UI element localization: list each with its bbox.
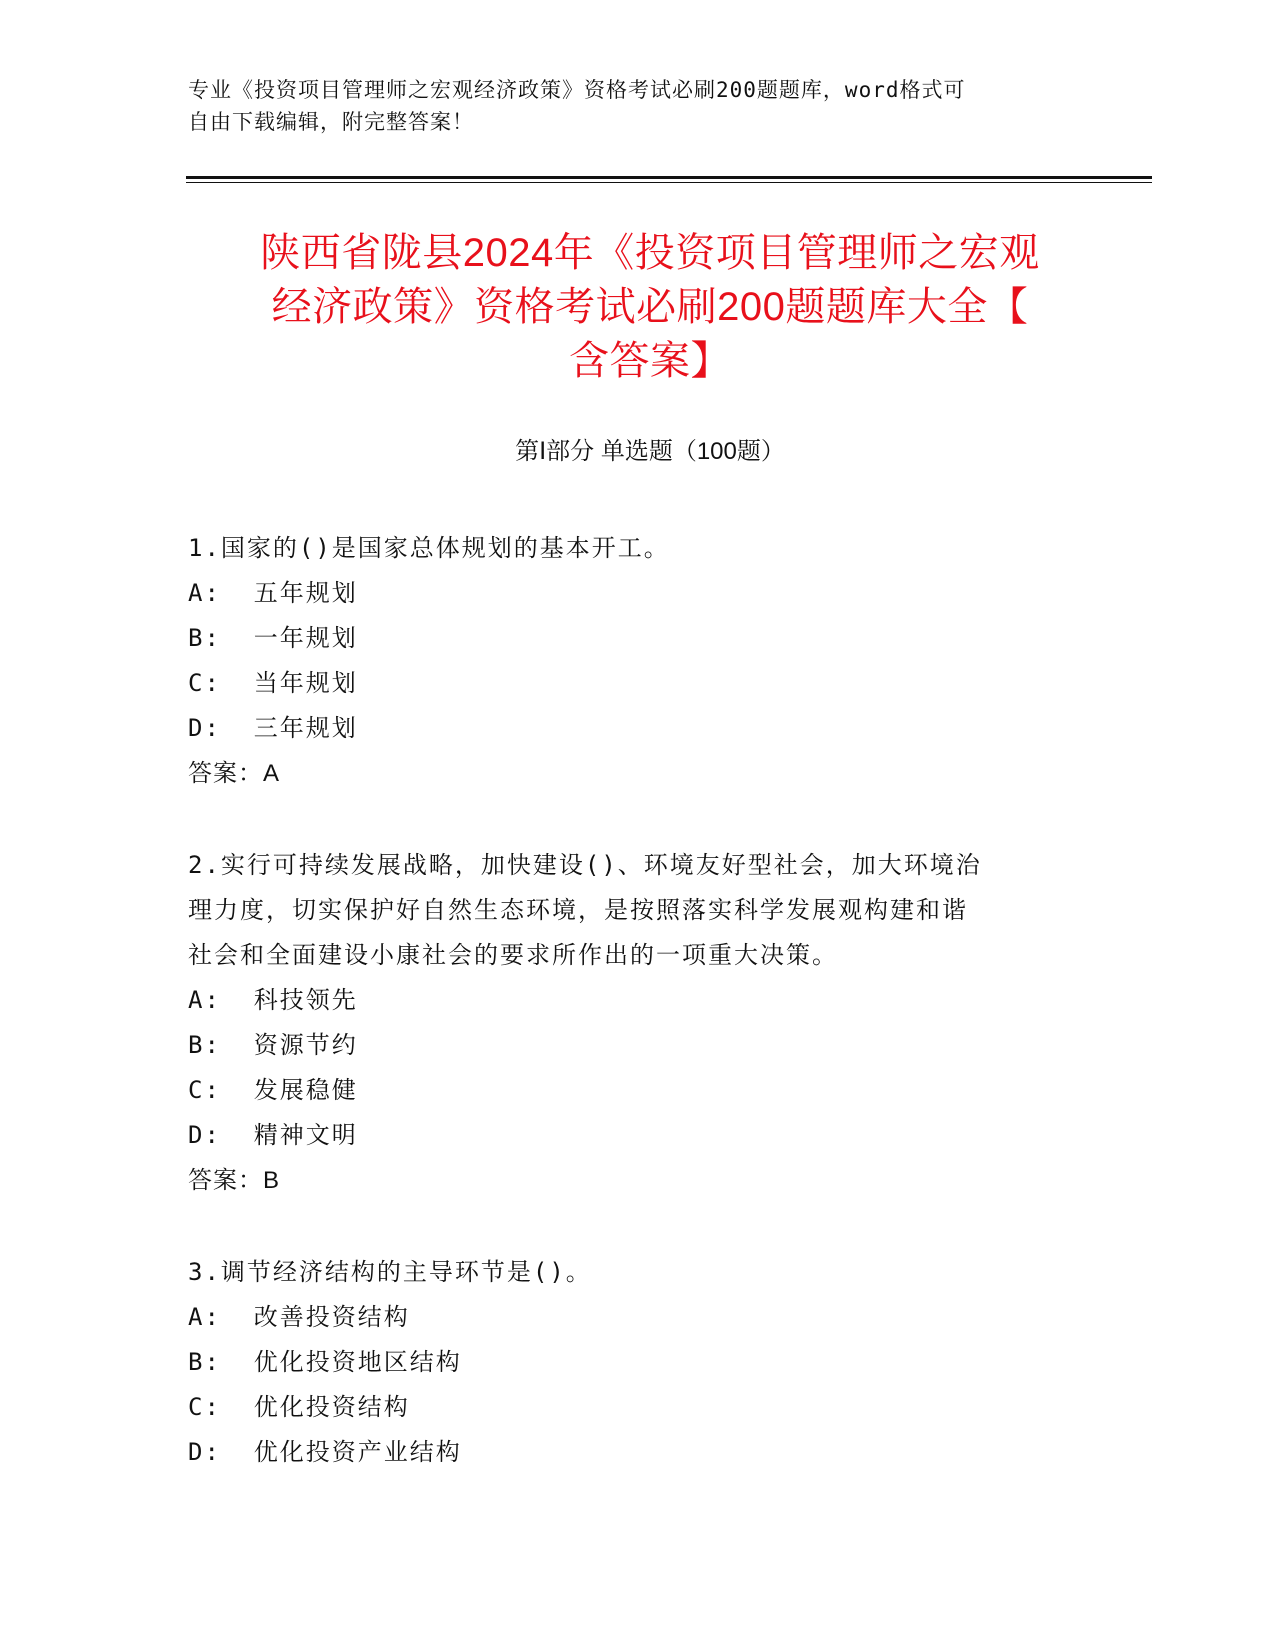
- question-stem: 1.国家的()是国家总体规划的基本开工。: [188, 534, 670, 562]
- option-b: B: 一年规划: [188, 624, 358, 652]
- question-stem: 社会和全面建设小康社会的要求所作出的一项重大决策。: [188, 941, 838, 969]
- answer-label: 答案：A: [188, 760, 281, 787]
- section-heading: 第Ⅰ部分 单选题（100题）: [515, 438, 785, 465]
- option-d: D: 三年规划: [188, 714, 358, 742]
- option-a: A: 科技领先: [188, 986, 358, 1014]
- answer-label: 答案：B: [188, 1167, 281, 1194]
- option-a: A: 改善投资结构: [188, 1303, 410, 1331]
- option-c: C: 优化投资结构: [188, 1393, 410, 1421]
- intro-line: 专业《投资项目管理师之宏观经济政策》资格考试必刷200题题库，word格式可: [188, 78, 966, 102]
- option-a: A: 五年规划: [188, 579, 358, 607]
- option-d: D: 优化投资产业结构: [188, 1438, 462, 1466]
- option-b: B: 资源节约: [188, 1031, 358, 1059]
- question-stem: 3.调节经济结构的主导环节是()。: [188, 1258, 592, 1286]
- document-title: [150, 226, 1150, 388]
- title-line: 经济政策》资格考试必刷200题题库大全【: [271, 285, 1029, 329]
- option-c: C: 当年规划: [188, 669, 358, 697]
- header-divider-thin: [186, 182, 1152, 183]
- intro-line: 自由下载编辑，附完整答案！: [188, 110, 474, 134]
- question-3: [188, 1250, 1068, 1475]
- document-intro: [188, 74, 1068, 138]
- title-line: 含答案】: [569, 339, 731, 383]
- option-c: C: 发展稳健: [188, 1076, 358, 1104]
- title-line: 陕西省陇县2024年《投资项目管理师之宏观: [260, 231, 1040, 275]
- question-stem: 理力度，切实保护好自然生态环境，是按照落实科学发展观构建和谐: [188, 896, 968, 924]
- question-1: [188, 526, 1068, 796]
- option-d: D: 精神文明: [188, 1121, 358, 1149]
- question-2: [188, 843, 1068, 1203]
- question-list: [188, 526, 1068, 1522]
- option-b: B: 优化投资地区结构: [188, 1348, 462, 1376]
- question-stem: 2.实行可持续发展战略，加快建设()、环境友好型社会，加大环境治: [188, 851, 982, 879]
- header-divider-thick: [186, 176, 1152, 179]
